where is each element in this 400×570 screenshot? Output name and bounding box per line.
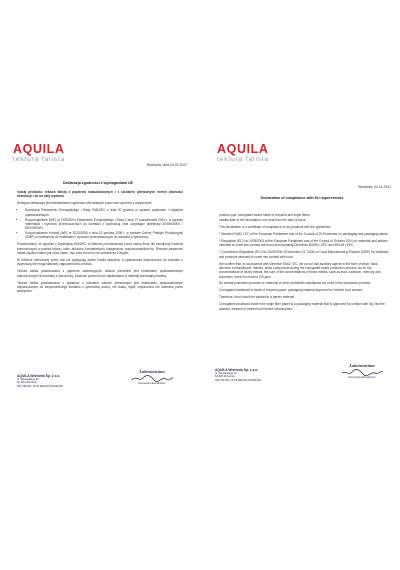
stamp-line: 62-300 Września xyxy=(17,381,37,385)
stamp-line: ul. Słowackiego 16 xyxy=(215,372,237,376)
body-paragraph: Corrugated cardboard made from virgin fiber paper is a packaging material that is approved for contact with dry, fat-free, washed, cleaned or peeled food before consumption. xyxy=(219,302,386,311)
company-logo xyxy=(13,143,65,163)
logo-brand: AQUILA xyxy=(13,142,65,156)
intro-paragraph: Niniejsza deklaracja jest świadectwem zgodności oferowanych przez nas wyrobów z wytycznymi: xyxy=(17,201,153,206)
signature-block xyxy=(333,363,391,387)
body-paragraph: Corrugated cardboard is made of recycled paper, packaging material approved for indirect food contact. xyxy=(219,288,363,293)
stamp-line: NIP 789-001-73-09 REGON 001361420 xyxy=(215,378,261,382)
body-paragraph: W tekturze oferowanej przez nas nie występują żadne źródła skażenia, a opakowania dopuszczone do kontaktu z żywnością nie mogą stanowić zagrożenia dla zdrowia. xyxy=(17,258,183,267)
logo-brand: AQUILA xyxy=(217,142,269,156)
body-paragraph: product type: corrugated board made of recycled and virgin fibers xyxy=(219,213,310,217)
company-stamp xyxy=(17,375,83,395)
body-paragraph: Tektura falista produkowana z papierów zawierających włókna pierwotne jest materiałem opakowaniowym dopuszczonym do kontaktu z żywnością. Żywność powinna być zapakowana w materiał stanowiący barierę. xyxy=(17,269,183,278)
document-body xyxy=(17,190,183,296)
signature-subtitle: Kierownik Laboratorium xyxy=(138,382,166,385)
body-paragraph: validity date of the declaration: one year from the date of issue xyxy=(219,218,306,223)
document-title: Declaration of compliance with EU requirements xyxy=(260,196,344,200)
logo-tagline: tektura falista xyxy=(13,156,66,163)
signature-block xyxy=(123,369,181,393)
list-item: • Rozporządzenie (WE) nr 1935/2004 Parlamentu Europejskiego i Rady z dnia 27 października 2004 r. w sprawie materiałów i wyrobów przeznaczonych do kontaktu z żywnością oraz uchylające dyrektywy 80/590/EWG i 89/109/EWG. xyxy=(25,218,183,231)
body-paragraph: Potwierdzamy, że zgodnie z Dyrektywą 94/62/EC w tekturze produkowanej przez naszą firmę nie stosujemy środków pomocniczych w postaci telowu, talku, alkoholu, formaldehydu, halogenków, rozpuszczalników itp. Również zawartość metali ciężkich takich jak ołów, kadm, rtęć oraz chrom w nie przekracza 100ppm. xyxy=(17,242,183,256)
signature-title: Laboratorium xyxy=(139,369,165,374)
document-date: Wrzesnia, 04.01.2021 xyxy=(358,185,391,189)
stamp-name: AQUILA Września Sp. z o.o. xyxy=(215,368,259,372)
product-info: rodzaj produktu: tektura falista z papierów makulaturowych i z udziałem pierwotnych termin ważności deklaracji: rok od daty wydania xyxy=(17,190,183,199)
body-paragraph: * Regulation (EC) No 1935/2004 of the European Parliament and of the Council of October 2004 on materials and articles intended to come into contact with food and repealing Directives 80/590 / EEC and 89/109 / EEC, xyxy=(219,238,388,248)
regulation-list xyxy=(17,208,183,240)
list-item: • Dyrektywa Parlamentu Europejskiego i Rady 94/62/EC z dnia 20 grudnia w sprawie opakowań i odpadów opakowaniowych. xyxy=(25,208,183,217)
list-item: • Rozporządzenie Komisji (WE) nr 2023/2006 z dnia 22 grudnia 2006 r. w sprawie Dobrej Praktyki Produkcyjnej (GMP) w odniesieniu do materiałów i wyrobów przeznaczonych do kontaktu z żywnością. xyxy=(25,231,183,240)
stamp-line: ul. Słowackiego 16 xyxy=(17,378,39,382)
document-date: Wrzesnia, dnia 04.01.2021 xyxy=(146,163,187,167)
body-paragraph: No animal protection products or materials or other prohibited substances are used in the production process. xyxy=(219,281,372,286)
body-paragraph: * Directive 94/62 / EC of the European Parliament and of the Council of 20 December on packaging and packaging waste, xyxy=(219,232,389,237)
stamp-name: AQUILA Września Sp. z o.o. xyxy=(17,374,61,378)
document-title: Deklaracja zgodności z wymaganiami UE xyxy=(62,181,134,185)
company-logo xyxy=(217,143,269,163)
stamp-line: NIP 789-001-73-09 REGON 001361420 xyxy=(17,384,63,388)
body-paragraph: Therefore, food should be packed in a barrier material. xyxy=(219,295,295,300)
company-stamp xyxy=(215,369,281,389)
logo-tagline: tektura falista xyxy=(217,156,270,163)
signature-title: Laboratorium xyxy=(349,363,375,368)
body-paragraph: Tektura falista produkowana z papierów z udziałem włókien pierwotnych jest materiałem opakowaniowym dopuszczonym do bezpośredniego kontaktu z żywnością suchą, nie tłustą, myta, czyszczona lub obierana przed spożyciem. xyxy=(17,280,183,294)
document-page-english xyxy=(209,143,395,413)
body-paragraph: * Commission Regulation (EC) No 2023/2006 of December 22, 2006 on Good Manufacturing Practice (GMP) for materials and products intended to come into contact with food. xyxy=(219,250,389,259)
stamp-line: 62-300 Września xyxy=(215,375,235,379)
document-body xyxy=(219,213,389,314)
signature-subtitle: Kierownik Laboratorium xyxy=(348,376,376,379)
body-paragraph: We confirm that, in accordance with Directive 94/62 / EC, we do not use auxiliary agents in the form of teflon, talcs, alcohols, formaldehyde, halides, sulfur compounds during the corrugated board production process. As for the concentrations of heavy metals, the sum of the concentrations of these metals, such as lead, cadmium, mercury and chromium, does not exceed 100 ppm. xyxy=(219,261,381,279)
body-paragraph: This declaration is a certificate of compliance of our products with the guidelines: xyxy=(219,225,331,230)
document-page-polish xyxy=(5,143,191,413)
